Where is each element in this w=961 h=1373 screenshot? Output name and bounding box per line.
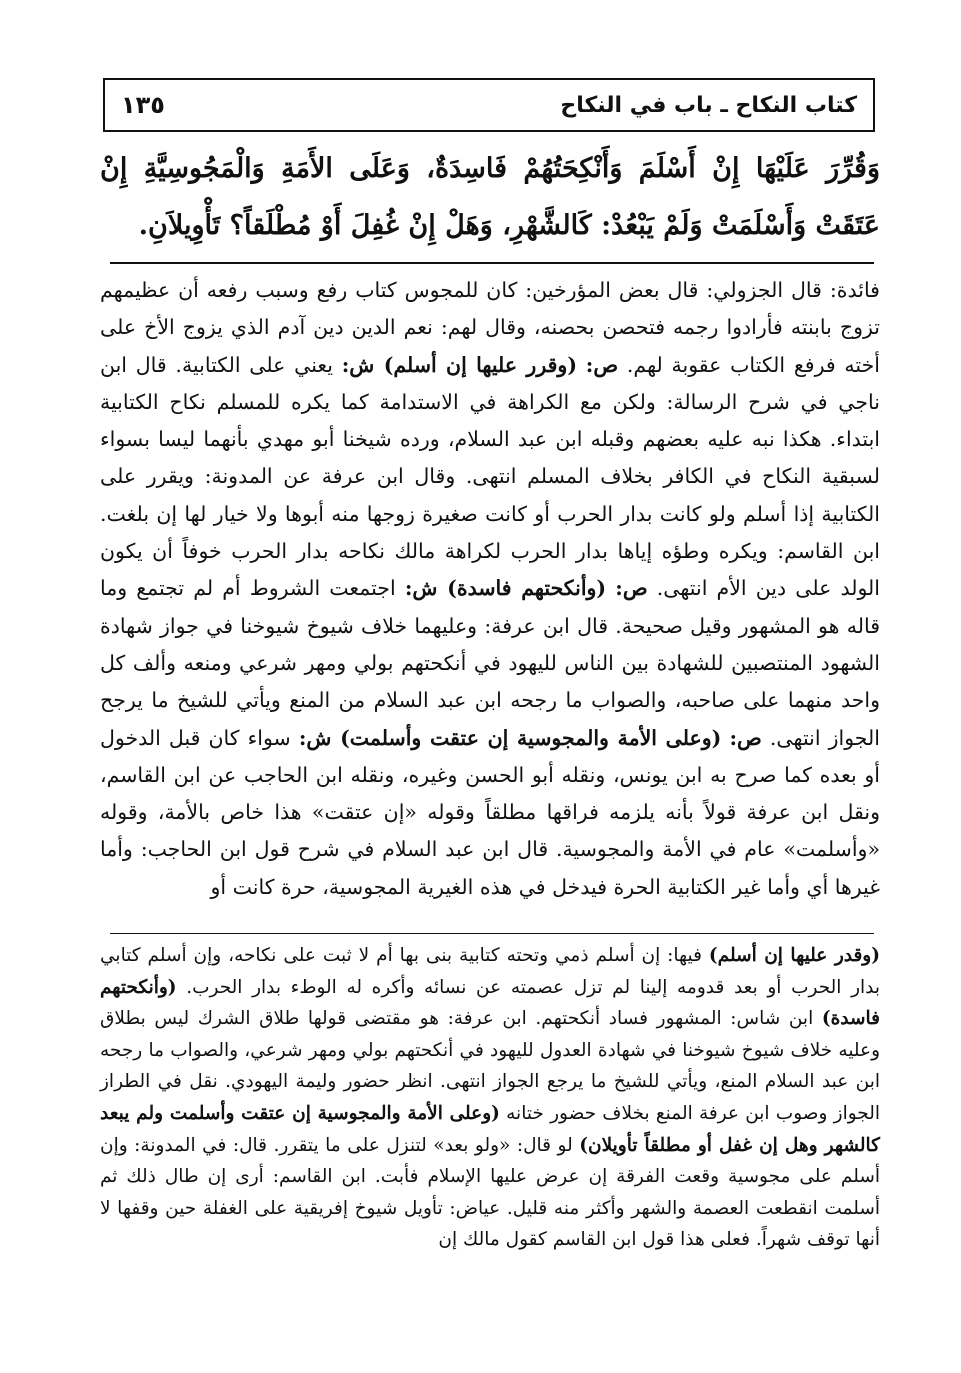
sad-marker: ص: bbox=[585, 352, 619, 377]
footnote-quote: (وأنكحتهم فاسدة) bbox=[100, 976, 880, 1030]
matn-text-block bbox=[100, 140, 880, 254]
commentary-segment: سواء كان قبل الدخول أو بعده كما صرح به ابن يونس، ونقله أبو الحسن وغيره، ونقله ابن الحاجب عن ابن القاسم، ونقل ابن عرفة قولاً بأنه يلزمه فراقها مطلقاً وقوله «إن عتقت» هذا خاص بالأمة، وقوله «وأسلمت» عام في الأمة والمجوسية. قال ابن عبد السلام في شرح قول ابن الحاجب: وأما غيرها أي وأما غير الكتابية الحرة فيدخل في هذه الغيرية المجوسية، حرة كانت أو bbox=[100, 725, 880, 899]
footnote-segment: لو قال: «ولو بعد» لتنزل على ما يتقرر. قال: في المدونة: وإن أسلم على مجوسية وقعت الفرقة إن عرض عليها الإسلام فأبت. ابن القاسم: أرى إن طال ذلك ثم أسلمت انقطعت العصمة والشهر وأكثر منه قليل. عياض: تأويل شيوخ إفريقية على الغفلة حين وقفها لا أنها توقف شهراً. فعلى هذا قول ابن القاسم كقول مالك إن bbox=[100, 1134, 880, 1251]
sad-marker: ص: bbox=[729, 725, 762, 750]
footnote-quote: (وعلى الأمة والمجوسية إن عتقت وأسلمت ولم يبعد كالشهر وهل إن غفل أو مطلقاً تأويلان) bbox=[100, 1102, 880, 1156]
commentary-segment: فائدة: قال الجزولي: قال بعض المؤرخين: كان للمجوس كتاب رفع وسبب رفعه أن عظيمهم تزوج بابنته فأرادوا رجمه فتحصن بحصنه، وقال لهم: نعم الدين دين آدم الذي يزوج الأخ على أخته فرفع الكتاب عقوبة لهم. bbox=[100, 278, 880, 377]
running-header bbox=[103, 78, 875, 132]
matn-quote: (وعلى الأمة والمجوسية إن عتقت وأسلمت) ش: bbox=[298, 725, 722, 750]
footnote-segment: فيها: إن أسلم ذمي وتحته كتابية بنى بها أم لا ثبت على نكاحه، وإن أسلم كتابي بدار الحرب أو بعد قدومه إلينا لم تزل عصمته عن نسائه وأكره له الوطء بدار الحرب. bbox=[100, 945, 881, 998]
footnote-block bbox=[100, 940, 880, 1256]
footnote-quote: (وقدر عليها إن أسلم) bbox=[708, 945, 880, 966]
matn-quote: (وقرر عليها إن أسلم) ش: bbox=[341, 352, 578, 377]
sad-marker: ص: bbox=[615, 576, 648, 601]
commentary-segment: اجتمعت الشروط أم لم تجتمع وما قاله هو المشهور وقيل صحيحة. قال ابن عرفة: وعليهما خلاف شيوخ شيوخنا في جواز شهادة الشهود المنتصبين للشهادة بين الناس لليهود في أنكحتهم بولي ومهر شرعي ومنعه وألف كل واحد منهما على صاحبه، والصواب ما رجحه ابن عبد السلام من المنع ويأتي للشيخ ما يرجح الجواز انتهى. bbox=[100, 576, 880, 750]
matn-quote: (وأنكحتهم فاسدة) ش: bbox=[404, 576, 607, 601]
chapter-title: كتاب النكاح ـ باب في النكاح bbox=[560, 92, 857, 118]
footnote-divider-line bbox=[110, 933, 874, 934]
matn-divider-line bbox=[110, 262, 874, 264]
commentary-segment: يعني على الكتابية. قال ابن ناجي في شرح الرسالة: ولكن مع الكراهة في الاستدامة كما يكره للمسلم نكاح الكتابية ابتداء. هكذا نبه عليه بعضهم وقبله ابن عبد السلام، ورده شيخنا أبو مهدي بأنهما ليسا بسواء لسبقية النكاح في الكافر بخلاف المسلم انتهى. وقال ابن عرفة عن المدونة: ويقرر على الكتابية إذا أسلم ولو كانت بدار الحرب أو كانت صغيرة زوجها منه أبوها ولا خيار لها إن بلغت. ابن القاسم: ويكره وطؤه إياها بدار الحرب لكراهة مالك نكاحه بدار الحرب خوفاً أن يكون الولد على دين الأم انتهى. bbox=[100, 352, 881, 601]
footnote-segment: ابن شاس: المشهور فساد أنكحتهم. ابن عرفة: هو مقتضى قولها طلاق الشرك ليس بطلاق وعليه خلاف شيوخ شيوخنا في شهادة العدول لليهود في أنكحتهم بولي ومهر شرعي، والصواب ما رجحه ابن عبد السلام المنع، ويأتي للشيخ ما يرجع الجواز انتهى. انظر حضور وليمة اليهودي. نقل في الطراز الجواز وصوب ابن عرفة المنع بخلاف حضور ختانه bbox=[100, 1008, 880, 1124]
page-number: ١٣٥ bbox=[121, 91, 165, 119]
matn-paragraph: وَقُرِّرَ عَلَيْهَا إِنْ أَسْلَمَ وَأَنْكِحَتُهُمْ فَاسِدَةٌ، وَعَلَى الأَمَةِ وَالْمَجُوسِيَّةِ إِنْ عَتَقَتْ وَأَسْلَمَتْ وَلَمْ يَبْعُدْ: كَالشَّهْرِ، وَهَلْ إِنْ غُفِلَ أَوْ مُطْلَقاً؟ تَأْوِيلاَنِ. bbox=[100, 153, 880, 241]
commentary-block bbox=[100, 272, 880, 906]
commentary-paragraph bbox=[100, 272, 880, 906]
footnote-paragraph bbox=[100, 940, 880, 1256]
